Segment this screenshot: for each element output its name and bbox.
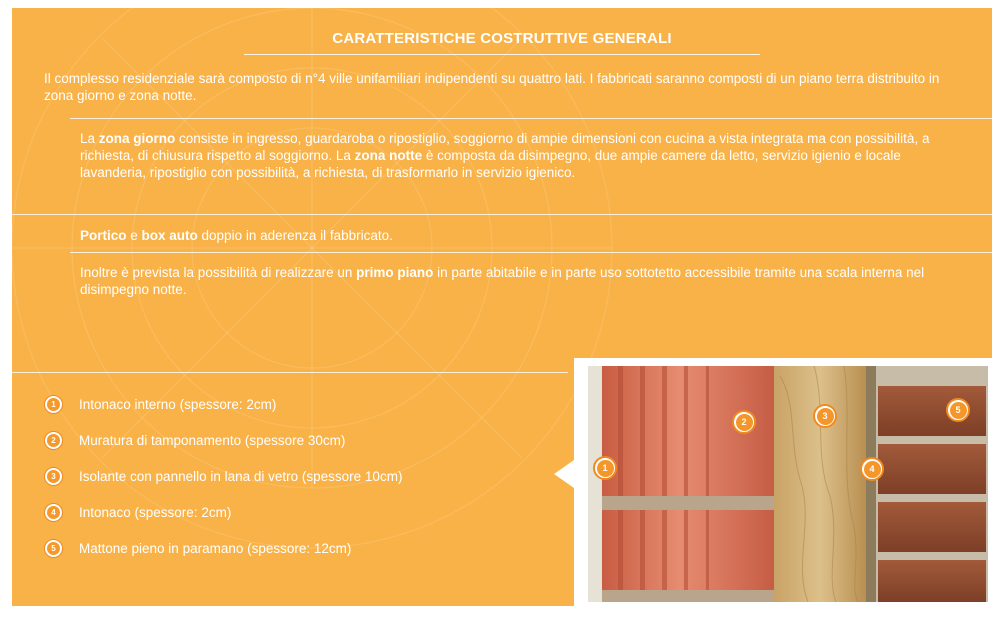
divider [12, 214, 992, 215]
photo-marker-2: 2 [732, 410, 756, 434]
legend-item: 5 Mattone pieno in paramano (spessore: 12cm) [44, 538, 351, 558]
legend-item: 3 Isolante con pannello in lana di vetro (spessore 10cm) [44, 466, 402, 486]
wall-section-photo [588, 366, 988, 602]
intro-paragraph: Il complesso residenziale sarà composto di n°4 ville unifamiliari indipendenti su quattro lati. I fabbricati saranno composti di un piano terra distribuito in zona giorno e zona notte. [44, 71, 940, 103]
paragraph-portico: Portico e box auto doppio in aderenza il fabbricato. [80, 228, 393, 243]
divider [70, 252, 992, 253]
photo-marker-3: 3 [813, 404, 837, 428]
bold-zona-giorno: zona giorno [98, 131, 176, 146]
photo-marker-4: 4 [860, 457, 884, 481]
bold-portico: Portico [80, 228, 127, 243]
bold-zona-notte: zona notte [354, 148, 423, 163]
legend-item: 4 Intonaco (spessore: 2cm) [44, 502, 231, 522]
title-divider [244, 54, 760, 55]
divider [12, 372, 568, 373]
bold-primo-piano: primo piano [356, 265, 434, 280]
number-badge: 1 [44, 395, 63, 414]
page-title: CARATTERISTICHE COSTRUTTIVE GENERALI [332, 30, 672, 47]
callout-pointer [554, 460, 574, 488]
number-badge: 3 [44, 467, 63, 486]
divider [70, 118, 992, 119]
legend-item: 1 Intonaco interno (spessore: 2cm) [44, 394, 276, 414]
photo-marker-5: 5 [946, 398, 970, 422]
paragraph-primo-piano: Inoltre è prevista la possibilità di realizzare un primo piano in parte abitabile e in parte uso sottotetto accessibile tramite una scala interna nel disimpegno notte. [80, 265, 925, 297]
bold-box-auto: box auto [141, 228, 198, 243]
number-badge: 2 [44, 431, 63, 450]
photo-marker-1: 1 [593, 456, 617, 480]
legend-item: 2 Muratura di tamponamento (spessore 30cm) [44, 430, 345, 450]
number-badge: 4 [44, 503, 63, 522]
number-badge: 5 [44, 539, 63, 558]
paragraph-zones: La zona giorno consiste in ingresso, guardaroba o ripostiglio, soggiorno di ampie dimensioni con cucina a vista integrata ma con possibilità, a richiesta, di chiusura rispetto al soggiorno. La zona notte è composta da disimpegno, due ampie camere da letto, servizio igienio e locale lavanderia, ripostiglio con possibilità, a richiesta, di trasformarlo in servizio igienico. [80, 131, 930, 180]
